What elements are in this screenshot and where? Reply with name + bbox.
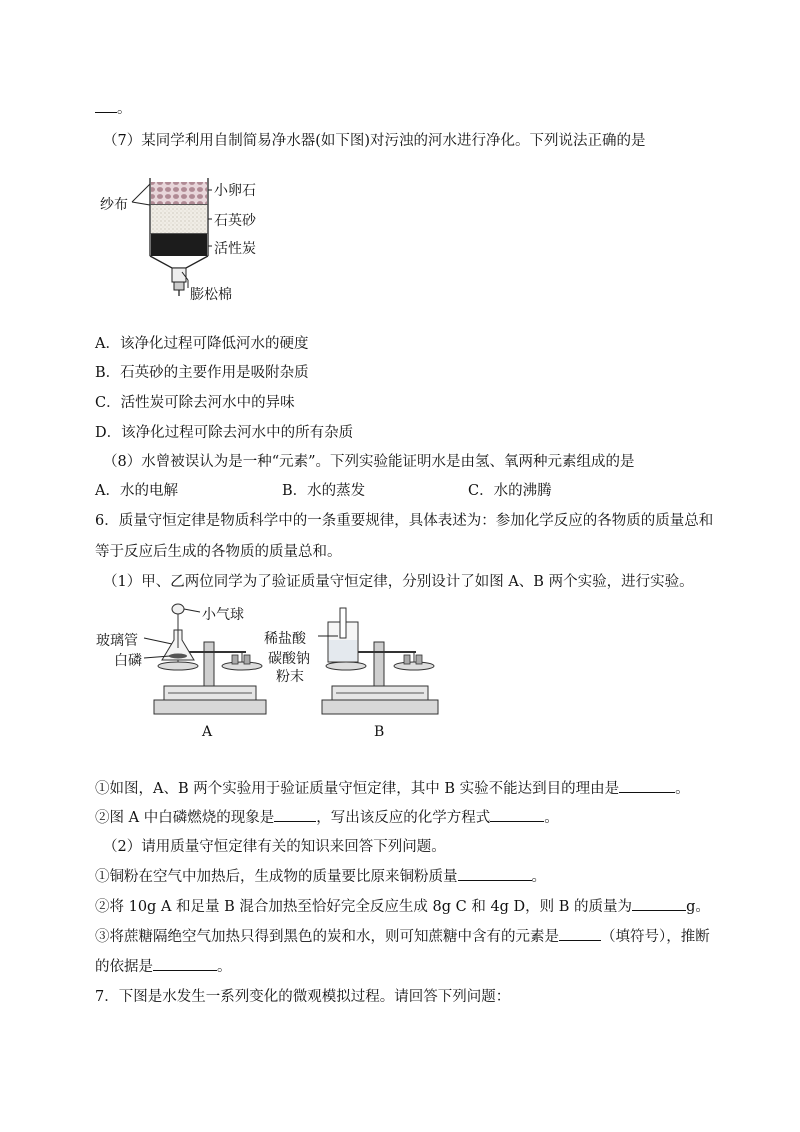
answer-blank[interactable] <box>490 807 544 822</box>
q6-sub2: （2）请用质量守恒定律有关的知识来回答下列问题。 <box>103 839 446 855</box>
q8-option-a[interactable]: A．水的电解 <box>95 483 178 499</box>
q7-option-d[interactable]: D．该净化过程可除去河水中的所有杂质 <box>95 425 354 441</box>
q6-j1: ①铜粉在空气中加热后，生成物的质量要比原来铜粉质量 。 <box>95 866 546 887</box>
powder-label: 粉末 <box>276 669 304 685</box>
q6-j3: ③将蔗糖隔绝空气加热只得到黑色的炭和水，则可知蔗糖中含有的元素是 （填符号），推断 <box>95 926 710 947</box>
q8-option-c[interactable]: C．水的沸腾 <box>468 483 552 499</box>
q8-option-b[interactable]: B．水的蒸发 <box>282 483 366 499</box>
gauze-label: 纱布 <box>100 197 128 213</box>
cotton-label: 膨松棉 <box>190 287 232 303</box>
pebble-label: 小卵石 <box>214 183 256 199</box>
q7-option-c[interactable]: C．活性炭可除去河水中的异味 <box>95 395 295 411</box>
water-filter-figure <box>100 172 280 312</box>
balance-figures <box>96 600 476 750</box>
figure-b-caption: B <box>374 724 385 740</box>
q7-stem: （7）某同学利用自制简易净水器(如下图)对污浊的河水进行净化。下列说法正确的是 <box>103 133 646 149</box>
answer-blank[interactable] <box>274 807 316 822</box>
q7-option-a[interactable]: A．该净化过程可降低河水的硬度 <box>95 336 309 352</box>
answer-blank[interactable] <box>559 926 601 941</box>
hydrochloric-acid-label: 稀盐酸 <box>264 631 306 647</box>
q7-option-b[interactable]: B．石英砂的主要作用是吸附杂质 <box>95 365 309 381</box>
previous-answer-fragment: 。 <box>95 98 132 119</box>
q6-j2: ②将 10g A 和足量 B 混合加热至恰好完全反应生成 8g C 和 4g D，则 B 的质量为 g。 <box>95 896 710 917</box>
answer-blank[interactable] <box>458 866 532 881</box>
q6-j3-cont: 的依据是 。 <box>95 956 232 977</box>
glass-tube-label: 玻璃管 <box>96 633 138 649</box>
answer-blank[interactable] <box>153 956 217 971</box>
carbon-label: 活性炭 <box>214 241 256 257</box>
q6-item2: ②图 A 中白磷燃烧的现象是 ，写出该反应的化学方程式 。 <box>95 807 559 828</box>
answer-blank[interactable] <box>632 896 686 911</box>
q6-item1: ①如图，A、B 两个实验用于验证质量守恒定律，其中 B 实验不能达到目的理由是 。 <box>95 778 690 799</box>
q7b-stem: 7．下图是水发生一系列变化的微观模拟过程。请回答下列问题： <box>95 989 511 1005</box>
quartz-label: 石英砂 <box>214 213 256 229</box>
answer-blank[interactable] <box>619 778 675 793</box>
figure-a-caption: A <box>202 724 213 740</box>
sodium-carbonate-label: 碳酸钠 <box>268 651 310 667</box>
answer-blank[interactable] <box>95 98 117 113</box>
q6-stem-line2: 等于反应后生成的各物质的质量总和。 <box>95 544 342 560</box>
q8-stem: （8）水曾被误认为是一种“元素”。下列实验能证明水是由氢、氧两种元素组成的是 <box>103 454 635 470</box>
white-phosphorus-label: 白磷 <box>114 653 142 669</box>
q6-sub1: （1）甲、乙两位同学为了验证质量守恒定律，分别设计了如图 A、B 两个实验，进行实验。 <box>103 574 694 590</box>
q6-stem-line1: 6．质量守恒定律是物质科学中的一条重要规律，具体表述为：参加化学反应的各物质的质量总和 <box>95 513 714 529</box>
balloon-label: 小气球 <box>202 607 244 623</box>
